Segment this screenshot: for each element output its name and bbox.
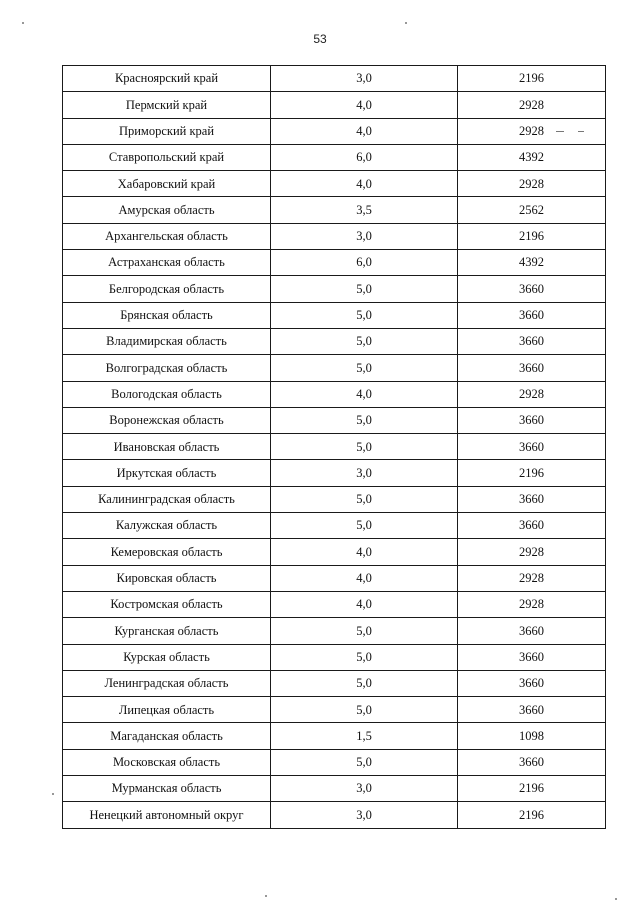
region-name-cell: Белгородская область — [63, 276, 271, 302]
table-row — [63, 618, 606, 644]
coefficient-cell: 4,0 — [271, 118, 458, 144]
region-name-cell: Волгоградская область — [63, 355, 271, 381]
coefficient-cell: 5,0 — [271, 407, 458, 433]
coefficient-cell: 5,0 — [271, 513, 458, 539]
region-name-cell: Красноярский край — [63, 66, 271, 92]
table-row — [63, 223, 606, 249]
table-row — [63, 407, 606, 433]
coefficient-cell: 5,0 — [271, 355, 458, 381]
amount-cell: 2928 — [458, 171, 606, 197]
region-name-cell: Астраханская область — [63, 250, 271, 276]
table-row — [63, 486, 606, 512]
coefficient-cell: 5,0 — [271, 618, 458, 644]
coefficient-cell: 4,0 — [271, 539, 458, 565]
region-name-cell: Приморский край — [63, 118, 271, 144]
scan-speck — [22, 22, 24, 24]
scan-speck — [556, 131, 564, 132]
coefficient-cell: 5,0 — [271, 276, 458, 302]
coefficient-cell: 4,0 — [271, 92, 458, 118]
table-row — [63, 644, 606, 670]
table-row — [63, 591, 606, 617]
table-row — [63, 355, 606, 381]
table-row — [63, 723, 606, 749]
region-name-cell: Амурская область — [63, 197, 271, 223]
amount-cell: 3660 — [458, 434, 606, 460]
amount-cell: 3660 — [458, 697, 606, 723]
coefficient-cell: 1,5 — [271, 723, 458, 749]
region-name-cell: Калужская область — [63, 513, 271, 539]
amount-cell: 2928 — [458, 381, 606, 407]
table-row — [63, 276, 606, 302]
region-name-cell: Кировская область — [63, 565, 271, 591]
amount-cell: 2196 — [458, 66, 606, 92]
region-name-cell: Владимирская область — [63, 328, 271, 354]
region-name-cell: Магаданская область — [63, 723, 271, 749]
amount-cell: 1098 — [458, 723, 606, 749]
region-name-cell: Костромская область — [63, 591, 271, 617]
region-name-cell: Московская область — [63, 749, 271, 775]
region-name-cell: Липецкая область — [63, 697, 271, 723]
coefficient-cell: 5,0 — [271, 644, 458, 670]
coefficient-cell: 5,0 — [271, 302, 458, 328]
region-name-cell: Архангельская область — [63, 223, 271, 249]
coefficient-cell: 3,0 — [271, 223, 458, 249]
table-row — [63, 92, 606, 118]
amount-cell: 3660 — [458, 513, 606, 539]
amount-cell: 2196 — [458, 776, 606, 802]
table-row — [63, 539, 606, 565]
table-row — [63, 565, 606, 591]
amount-cell: 3660 — [458, 618, 606, 644]
table-row — [63, 66, 606, 92]
coefficient-cell: 5,0 — [271, 670, 458, 696]
coefficient-cell: 3,0 — [271, 802, 458, 828]
amount-cell: 2928 — [458, 565, 606, 591]
regions-table — [62, 65, 606, 829]
scan-speck — [615, 898, 617, 900]
region-name-cell: Курганская область — [63, 618, 271, 644]
amount-cell: 3660 — [458, 670, 606, 696]
scan-speck — [265, 895, 267, 897]
table-body — [63, 66, 606, 829]
coefficient-cell: 5,0 — [271, 434, 458, 460]
coefficient-cell: 3,0 — [271, 460, 458, 486]
amount-cell: 3660 — [458, 276, 606, 302]
region-name-cell: Мурманская область — [63, 776, 271, 802]
region-name-cell: Калининградская область — [63, 486, 271, 512]
coefficient-cell: 5,0 — [271, 749, 458, 775]
scan-speck — [578, 131, 584, 132]
coefficient-cell: 4,0 — [271, 171, 458, 197]
scan-speck — [405, 22, 407, 24]
amount-cell: 2196 — [458, 223, 606, 249]
region-name-cell: Воронежская область — [63, 407, 271, 433]
coefficient-cell: 4,0 — [271, 565, 458, 591]
table-row — [63, 670, 606, 696]
coefficient-cell: 3,0 — [271, 776, 458, 802]
table-row — [63, 434, 606, 460]
coefficient-cell: 5,0 — [271, 697, 458, 723]
region-name-cell: Ненецкий автономный округ — [63, 802, 271, 828]
region-name-cell: Брянская область — [63, 302, 271, 328]
amount-cell: 3660 — [458, 407, 606, 433]
coefficient-cell: 6,0 — [271, 144, 458, 170]
table-row — [63, 460, 606, 486]
table-row — [63, 776, 606, 802]
table-row — [63, 328, 606, 354]
amount-cell: 3660 — [458, 328, 606, 354]
amount-cell: 3660 — [458, 355, 606, 381]
table-row — [63, 697, 606, 723]
amount-cell: 2928 — [458, 539, 606, 565]
amount-cell: 2928 — [458, 92, 606, 118]
amount-cell: 3660 — [458, 644, 606, 670]
region-name-cell: Хабаровский край — [63, 171, 271, 197]
region-name-cell: Ставропольский край — [63, 144, 271, 170]
region-name-cell: Ленинградская область — [63, 670, 271, 696]
coefficient-cell: 5,0 — [271, 486, 458, 512]
table-row — [63, 250, 606, 276]
amount-cell: 2562 — [458, 197, 606, 223]
coefficient-cell: 4,0 — [271, 591, 458, 617]
scan-speck — [52, 793, 54, 795]
amount-cell: 3660 — [458, 486, 606, 512]
table-row — [63, 144, 606, 170]
table-row — [63, 197, 606, 223]
amount-cell: 4392 — [458, 144, 606, 170]
region-name-cell: Иркутская область — [63, 460, 271, 486]
amount-cell: 3660 — [458, 749, 606, 775]
region-name-cell: Курская область — [63, 644, 271, 670]
coefficient-cell: 4,0 — [271, 381, 458, 407]
amount-cell: 2196 — [458, 460, 606, 486]
region-name-cell: Ивановская область — [63, 434, 271, 460]
table-row — [63, 802, 606, 828]
coefficient-cell: 3,5 — [271, 197, 458, 223]
amount-cell: 2928 — [458, 591, 606, 617]
page-number: 53 — [313, 32, 327, 46]
table-row — [63, 381, 606, 407]
table-row — [63, 513, 606, 539]
table-row — [63, 171, 606, 197]
amount-cell: 2196 — [458, 802, 606, 828]
amount-cell: 4392 — [458, 250, 606, 276]
amount-cell: 3660 — [458, 302, 606, 328]
coefficient-cell: 5,0 — [271, 328, 458, 354]
amount-cell: 2928 — [458, 118, 606, 144]
coefficient-cell: 6,0 — [271, 250, 458, 276]
region-name-cell: Пермский край — [63, 92, 271, 118]
region-name-cell: Кемеровская область — [63, 539, 271, 565]
region-name-cell: Вологодская область — [63, 381, 271, 407]
table-row — [63, 302, 606, 328]
coefficient-cell: 3,0 — [271, 66, 458, 92]
table-row — [63, 749, 606, 775]
table-row — [63, 118, 606, 144]
